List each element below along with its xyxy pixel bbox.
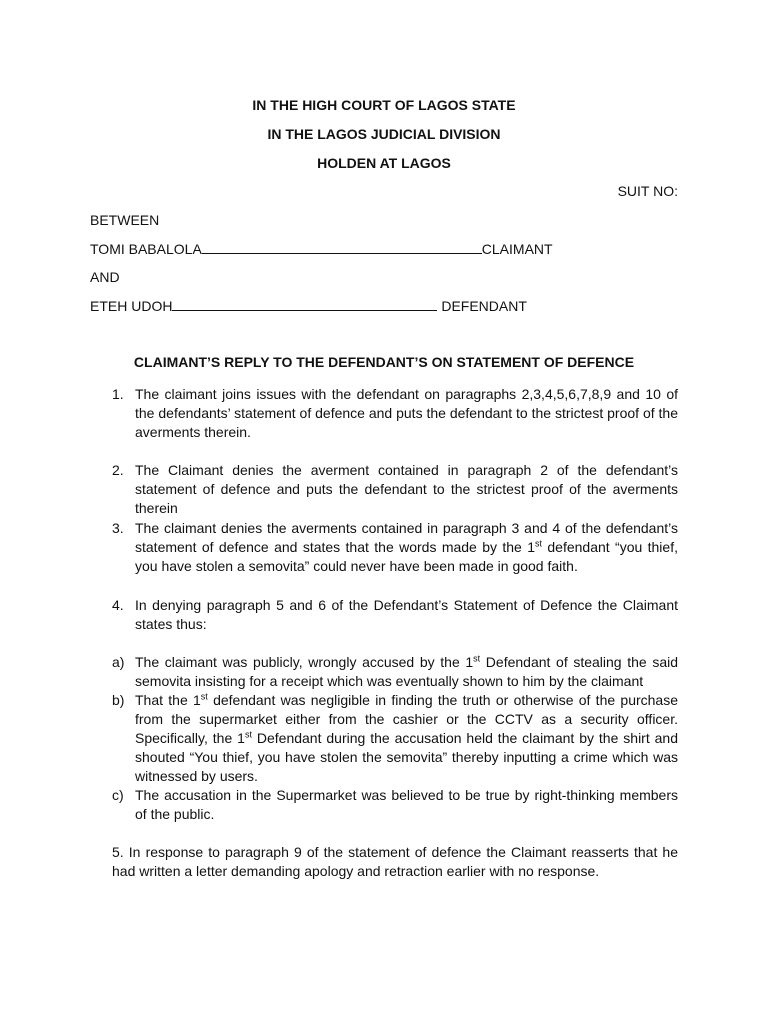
text-segment: defendant was negligible in finding the truth or otherwise of the purchase from the supermarket either from the cashier or the CCTV as a security officer. Specifically, the 1 xyxy=(135,692,678,746)
text-segment: Defendant of stealing the said semovita insisting for a receipt which was eventually shown to him by the claimant xyxy=(135,654,678,689)
holden-heading: HOLDEN AT LAGOS xyxy=(317,155,451,171)
defendant-role: DEFENDANT xyxy=(441,298,527,314)
superscript: st xyxy=(473,653,481,664)
sub-item-a xyxy=(112,653,678,691)
paragraph-text xyxy=(135,519,678,576)
claimant-role: CLAIMANT xyxy=(481,241,553,257)
paragraph-2 xyxy=(112,461,678,518)
paragraph-text: The claimant joins issues with the defendant on paragraphs 2,3,4,5,6,7,8,9 and 10 of the defendants’ statement of defence and puts the defendant to the strictest proof of the averments therein. xyxy=(135,386,678,440)
paragraph-text: In denying paragraph 5 and 6 of the Defendant’s Statement of Defence the Claimant states thus: xyxy=(135,597,678,632)
between-label: BETWEEN xyxy=(90,212,160,228)
paragraph-number: 2. xyxy=(112,462,124,478)
superscript: st xyxy=(534,538,542,549)
and-label: AND xyxy=(90,269,120,285)
paragraph-5 xyxy=(112,843,678,881)
claimant-name: TOMI BABALOLA xyxy=(90,241,202,257)
text-segment: The claimant denies the averments contained in paragraph 3 and 4 of the defendant’s statement of defence and states that the words made by the 1 xyxy=(135,520,678,555)
sub-item-b xyxy=(112,691,678,786)
paragraph-text: In response to paragraph 9 of the statement of defence the Claimant reasserts that he had written a letter demanding apology and retraction earlier with no response. xyxy=(112,844,679,879)
text-segment: Defendant during the accusation held the claimant by the shirt and shouted “You thief, you have stolen the semovita” thereby inputting a crime which was witnessed by users. xyxy=(135,730,678,784)
sub-item-text: The accusation in the Supermarket was believed to be true by right-thinking members of the public. xyxy=(135,787,678,822)
paragraph-number: 4. xyxy=(112,597,124,613)
suit-number-label: SUIT NO: xyxy=(617,183,678,199)
paragraph-text: The Claimant denies the averment contained in paragraph 2 of the defendant’s statement of defence and puts the defendant to the strictest proof of the averments therein xyxy=(135,462,678,516)
sub-item-label: c) xyxy=(112,787,124,803)
court-heading: IN THE HIGH COURT OF LAGOS STATE xyxy=(252,97,516,113)
claimant-underline xyxy=(202,241,482,254)
paragraph-4 xyxy=(112,596,678,634)
paragraph-number: 3. xyxy=(112,520,124,536)
paragraph-number: 5. xyxy=(112,844,124,860)
sub-item-c xyxy=(112,786,678,824)
defendant-line xyxy=(90,298,527,314)
paragraph-3 xyxy=(112,519,678,576)
text-segment: That the 1 xyxy=(135,692,201,708)
superscript: st xyxy=(244,729,252,740)
superscript: st xyxy=(200,691,208,702)
sub-item-label: a) xyxy=(112,654,125,670)
text-segment: defendant “you thief, you have stolen a semovita” could never have been made in good faith. xyxy=(135,539,678,574)
sub-item-label: b) xyxy=(112,692,125,708)
document-title: CLAIMANT’S REPLY TO THE DEFENDANT’S ON STATEMENT OF DEFENCE xyxy=(133,354,635,370)
text-segment: The claimant was publicly, wrongly accused by the 1 xyxy=(135,654,474,670)
defendant-name: ETEH UDOH xyxy=(90,298,173,314)
defendant-underline xyxy=(172,298,437,311)
sub-item-text xyxy=(135,691,678,786)
sub-item-text xyxy=(135,653,678,691)
division-heading: IN THE LAGOS JUDICIAL DIVISION xyxy=(267,126,501,142)
claimant-line xyxy=(90,241,553,257)
paragraph-1 xyxy=(112,385,678,442)
paragraph-number: 1. xyxy=(112,386,124,402)
